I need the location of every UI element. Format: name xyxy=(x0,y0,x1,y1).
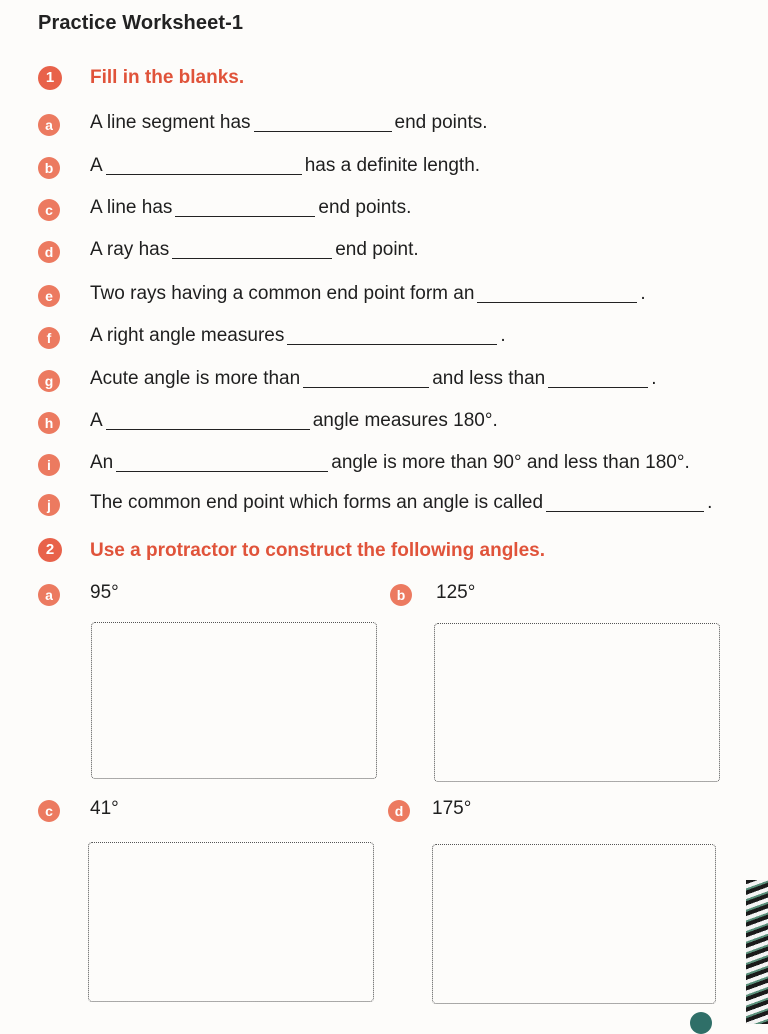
item-j xyxy=(38,492,758,518)
item-g-text-1: Acute angle is more than xyxy=(90,368,301,389)
question-1-number: 1 xyxy=(38,66,62,90)
page-number-badge xyxy=(690,1012,712,1034)
item-f-badge: f xyxy=(38,327,60,349)
item-h-text-1: A xyxy=(90,410,103,431)
item-c-text-1: A line has xyxy=(90,197,173,218)
item-c-badge: c xyxy=(38,199,60,221)
edge-decoration xyxy=(746,880,768,1024)
item-g-text-3: . xyxy=(651,368,657,389)
item-e xyxy=(38,283,758,309)
item-f xyxy=(38,325,758,351)
item-h-text-2: angle measures 180°. xyxy=(312,410,498,431)
item-h xyxy=(38,410,758,436)
item-b-text-1: A xyxy=(90,155,103,176)
page-title: Practice Worksheet-1 xyxy=(38,12,244,34)
blank-c[interactable] xyxy=(175,198,315,217)
blank-a[interactable] xyxy=(254,113,392,132)
item-b xyxy=(38,155,758,181)
item-c xyxy=(38,197,758,223)
blank-d[interactable] xyxy=(172,240,332,259)
item-a xyxy=(38,112,758,138)
question-2-number: 2 xyxy=(38,538,62,562)
item-h-badge: h xyxy=(38,412,60,434)
item-c-text-2: end points. xyxy=(318,197,412,218)
angle-a-badge: a xyxy=(38,584,60,606)
angle-b-badge: b xyxy=(390,584,412,606)
blank-g-1[interactable] xyxy=(303,369,429,388)
blank-g-2[interactable] xyxy=(548,369,648,388)
item-g-text-2: and less than xyxy=(432,368,546,389)
item-f-text-1: A right angle measures xyxy=(90,325,285,346)
item-e-badge: e xyxy=(38,285,60,307)
blank-e[interactable] xyxy=(477,284,637,303)
blank-h[interactable] xyxy=(106,411,310,430)
blank-j[interactable] xyxy=(546,493,704,512)
item-e-text-1: Two rays having a common end point form an xyxy=(90,283,475,304)
item-b-text-2: has a definite length. xyxy=(304,155,481,176)
item-i-text-2: angle is more than 90° and less than 180°. xyxy=(331,452,690,473)
item-a-text-1: A line segment has xyxy=(90,112,251,133)
item-j-text-2: . xyxy=(707,492,713,513)
item-i-text-1: An xyxy=(90,452,114,473)
angle-b-value: 125° xyxy=(436,582,476,603)
angle-d-badge: d xyxy=(388,800,410,822)
item-d-text-2: end point. xyxy=(335,239,419,260)
drawing-box-c[interactable] xyxy=(88,842,374,1002)
item-g xyxy=(38,368,758,394)
drawing-box-a[interactable] xyxy=(91,622,377,779)
item-f-text-2: . xyxy=(500,325,506,346)
blank-f[interactable] xyxy=(287,326,497,345)
item-e-text-2: . xyxy=(640,283,646,304)
item-d-badge: d xyxy=(38,241,60,263)
drawing-box-d[interactable] xyxy=(432,844,716,1004)
angle-c-badge: c xyxy=(38,800,60,822)
item-j-badge: j xyxy=(38,494,60,516)
question-2-heading: Use a protractor to construct the following angles. xyxy=(90,540,545,561)
item-d-text-1: A ray has xyxy=(90,239,170,260)
item-g-badge: g xyxy=(38,370,60,392)
item-i-badge: i xyxy=(38,454,60,476)
item-d xyxy=(38,239,758,265)
item-a-text-2: end points. xyxy=(394,112,488,133)
angle-d-value: 175° xyxy=(432,798,472,819)
item-j-text-1: The common end point which forms an angle is called xyxy=(90,492,544,513)
item-i xyxy=(38,452,758,478)
angle-c-value: 41° xyxy=(90,798,119,819)
blank-b[interactable] xyxy=(106,156,302,175)
question-1-heading: Fill in the blanks. xyxy=(90,67,245,88)
drawing-box-b[interactable] xyxy=(434,623,720,782)
angle-a-value: 95° xyxy=(90,582,119,603)
item-b-badge: b xyxy=(38,157,60,179)
item-a-badge: a xyxy=(38,114,60,136)
blank-i[interactable] xyxy=(116,453,328,472)
